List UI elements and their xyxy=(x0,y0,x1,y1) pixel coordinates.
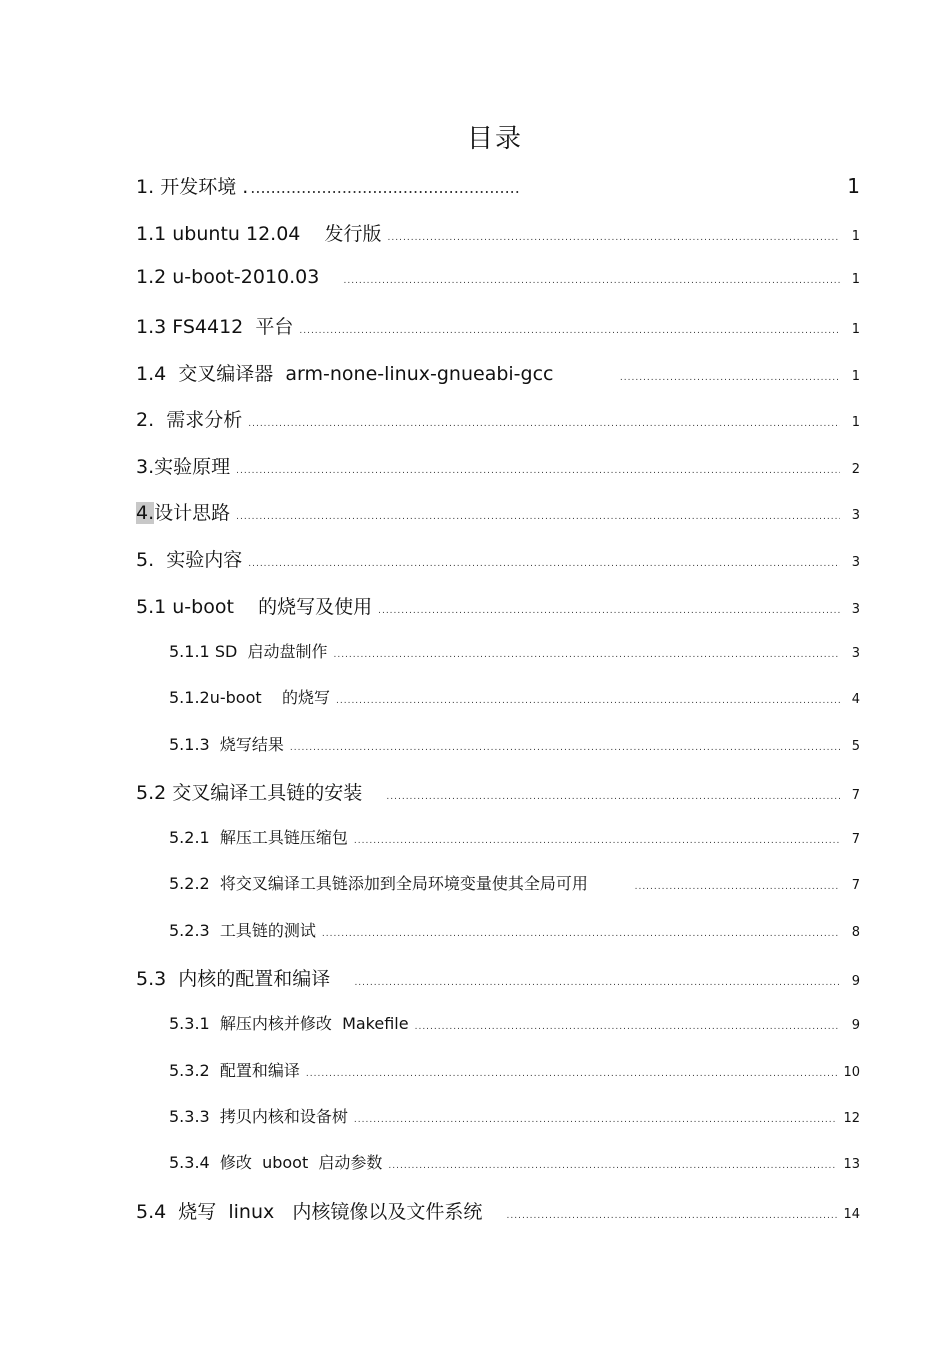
toc-entry[interactable] xyxy=(169,1150,860,1173)
toc-entry-title: 工具链的测试 xyxy=(209,921,316,940)
toc-entry-page: 5 xyxy=(851,739,860,754)
toc-entry-title: 交叉编译器 arm-none-linux-gnueabi-gcc xyxy=(166,363,554,385)
toc-entry-page: 3 xyxy=(851,602,860,617)
toc-entry-title: u-boot 的烧写及使用 xyxy=(172,596,373,618)
toc-entry-title: 设计思路 xyxy=(154,502,231,524)
toc-entry-page: 1 xyxy=(847,174,860,198)
toc-entry-number: 5.2.3 xyxy=(169,921,210,940)
toc-entry[interactable] xyxy=(169,1011,860,1034)
toc-entry-number: 5.1.3 xyxy=(169,735,210,754)
toc-entry[interactable] xyxy=(136,219,860,246)
toc-entry-number: 5.3 xyxy=(136,968,167,990)
toc-entry-number: 1.4 xyxy=(136,363,167,385)
toc-entry-title: 将交叉编译工具链添加到全局环境变量使其全局可用 xyxy=(209,874,588,893)
toc-entry[interactable] xyxy=(169,825,860,848)
toc-entry-page: 14 xyxy=(843,1207,860,1222)
toc-entry-page: 1 xyxy=(851,272,860,287)
leader-dots xyxy=(354,836,840,846)
toc-entry[interactable] xyxy=(136,778,860,805)
leader-dots xyxy=(336,696,840,706)
toc-entry-page: 7 xyxy=(851,788,860,803)
toc-entry-number: 5.3.3 xyxy=(169,1107,210,1126)
toc-entry-number: 5.2.2 xyxy=(169,874,210,893)
toc-entry-number: 1.1 xyxy=(136,223,167,245)
toc-entry-page: 1 xyxy=(851,415,860,430)
toc-entry[interactable] xyxy=(136,964,860,991)
leader-dots xyxy=(354,978,840,988)
leader-dots xyxy=(378,606,840,616)
toc-entry-title: 交叉编译工具链的安装 xyxy=(166,782,363,804)
toc-entry-title: 拷贝内核和设备树 xyxy=(209,1107,348,1126)
toc-entry-number: 5.2 xyxy=(136,782,167,804)
toc-entry-title: 解压工具链压缩包 xyxy=(209,828,348,847)
leader-dots xyxy=(415,1022,840,1032)
leader-dots xyxy=(236,512,840,522)
toc-entry-title: 配置和编译 xyxy=(209,1061,300,1080)
toc-entry[interactable] xyxy=(169,639,860,662)
toc-entry-number: 5.3.4 xyxy=(169,1153,210,1172)
toc-entry-title: 内核的配置和编译 xyxy=(166,968,331,990)
leader-dots xyxy=(635,882,840,892)
leader-dots xyxy=(322,929,840,939)
toc-entry-number: 1.2 xyxy=(136,266,167,288)
toc-entry-title: u-boot 的烧写 xyxy=(209,688,330,707)
toc-entry-number: 2. xyxy=(136,409,155,431)
leader-dots xyxy=(388,1161,837,1171)
leader-dots xyxy=(306,1069,838,1079)
toc-entry[interactable] xyxy=(136,498,860,525)
leader-dots xyxy=(299,326,840,336)
toc-entry[interactable] xyxy=(136,312,860,339)
toc-entry-number: 5.1.2 xyxy=(169,688,210,707)
toc-entry-title: 修改 uboot 启动参数 xyxy=(209,1153,383,1172)
toc-entry-page: 8 xyxy=(851,925,860,940)
leader-dots xyxy=(507,1211,838,1221)
toc-entry-page: 13 xyxy=(843,1157,860,1172)
toc-entry-number: 5.3.1 xyxy=(169,1014,210,1033)
toc-entry-number: 5.1.1 xyxy=(169,642,210,661)
leader-dots xyxy=(388,233,840,243)
toc-entry-page: 1 xyxy=(851,322,860,337)
toc-entry-page: 3 xyxy=(851,646,860,661)
toc-entry-page: 3 xyxy=(851,508,860,523)
toc-entry[interactable] xyxy=(136,172,860,199)
toc-entry-title: FS4412 平台 xyxy=(172,316,294,338)
toc-entry-page: 3 xyxy=(851,555,860,570)
toc-entry-title: 实验内容 xyxy=(154,549,243,571)
toc-entry[interactable] xyxy=(169,685,860,708)
toc-entry[interactable] xyxy=(169,918,860,941)
toc-entry-number: 5.4 xyxy=(136,1201,167,1223)
toc-entry-page: 7 xyxy=(851,878,860,893)
leader-dots xyxy=(620,373,840,383)
toc-entry-title: ubuntu 12.04 发行版 xyxy=(172,223,382,245)
toc-entry-page: 12 xyxy=(843,1111,860,1126)
toc-entry[interactable] xyxy=(136,452,860,479)
toc-entry[interactable] xyxy=(169,1058,860,1081)
toc-entry[interactable] xyxy=(136,405,860,432)
leader-dots xyxy=(386,792,840,802)
toc-entry-number: 1.3 xyxy=(136,316,167,338)
leader-dots xyxy=(250,178,680,197)
toc-entry-page: 9 xyxy=(851,974,860,989)
toc-entry-number: 5.3.2 xyxy=(169,1061,210,1080)
toc-entry-number: 1. xyxy=(136,176,155,198)
toc-entry[interactable] xyxy=(169,1104,860,1127)
toc-entry-title: 解压内核并修改 Makefile xyxy=(209,1014,409,1033)
toc-entry-title: 开发环境 . xyxy=(160,176,249,198)
toc-entry-title: 烧写结果 xyxy=(209,735,284,754)
toc-entry-title: 需求分析 xyxy=(154,409,243,431)
page-title: 目录 xyxy=(466,124,523,154)
toc-entry[interactable] xyxy=(136,1197,860,1224)
toc-entry[interactable] xyxy=(136,545,860,572)
toc-entry[interactable] xyxy=(136,592,860,619)
leader-dots xyxy=(236,466,840,476)
leader-dots xyxy=(333,650,840,660)
toc-entry-page: 9 xyxy=(851,1018,860,1033)
toc-entry-page: 7 xyxy=(851,832,860,847)
toc-entry-number: 3. xyxy=(136,456,155,478)
toc-entry-page: 2 xyxy=(851,462,860,477)
leader-dots xyxy=(290,743,840,753)
toc-entry-page: 1 xyxy=(851,229,860,244)
toc-entry[interactable] xyxy=(169,732,860,755)
leader-dots xyxy=(248,419,840,429)
toc-entry[interactable] xyxy=(169,871,860,894)
toc-entry-page: 4 xyxy=(851,692,860,707)
toc-entry-number: 5.2.1 xyxy=(169,828,210,847)
toc-entry-title: 实验原理 xyxy=(154,456,231,478)
toc-entry-title: 烧写 linux 内核镜像以及文件系统 xyxy=(166,1201,483,1223)
toc-entry-number: 5. xyxy=(136,549,155,571)
leader-dots xyxy=(343,276,840,286)
toc-entry-title: SD 启动盘制作 xyxy=(214,642,328,661)
toc-entry[interactable] xyxy=(136,359,860,386)
toc-entry-title: u-boot-2010.03 xyxy=(172,266,320,288)
toc-entry-number: 5.1 xyxy=(136,596,167,618)
toc-entry-page: 10 xyxy=(843,1065,860,1080)
toc-entry[interactable] xyxy=(136,266,860,288)
toc-entry-page: 1 xyxy=(851,369,860,384)
toc-entry-number: 4. xyxy=(136,502,155,524)
leader-dots xyxy=(354,1115,838,1125)
leader-dots xyxy=(248,559,840,569)
